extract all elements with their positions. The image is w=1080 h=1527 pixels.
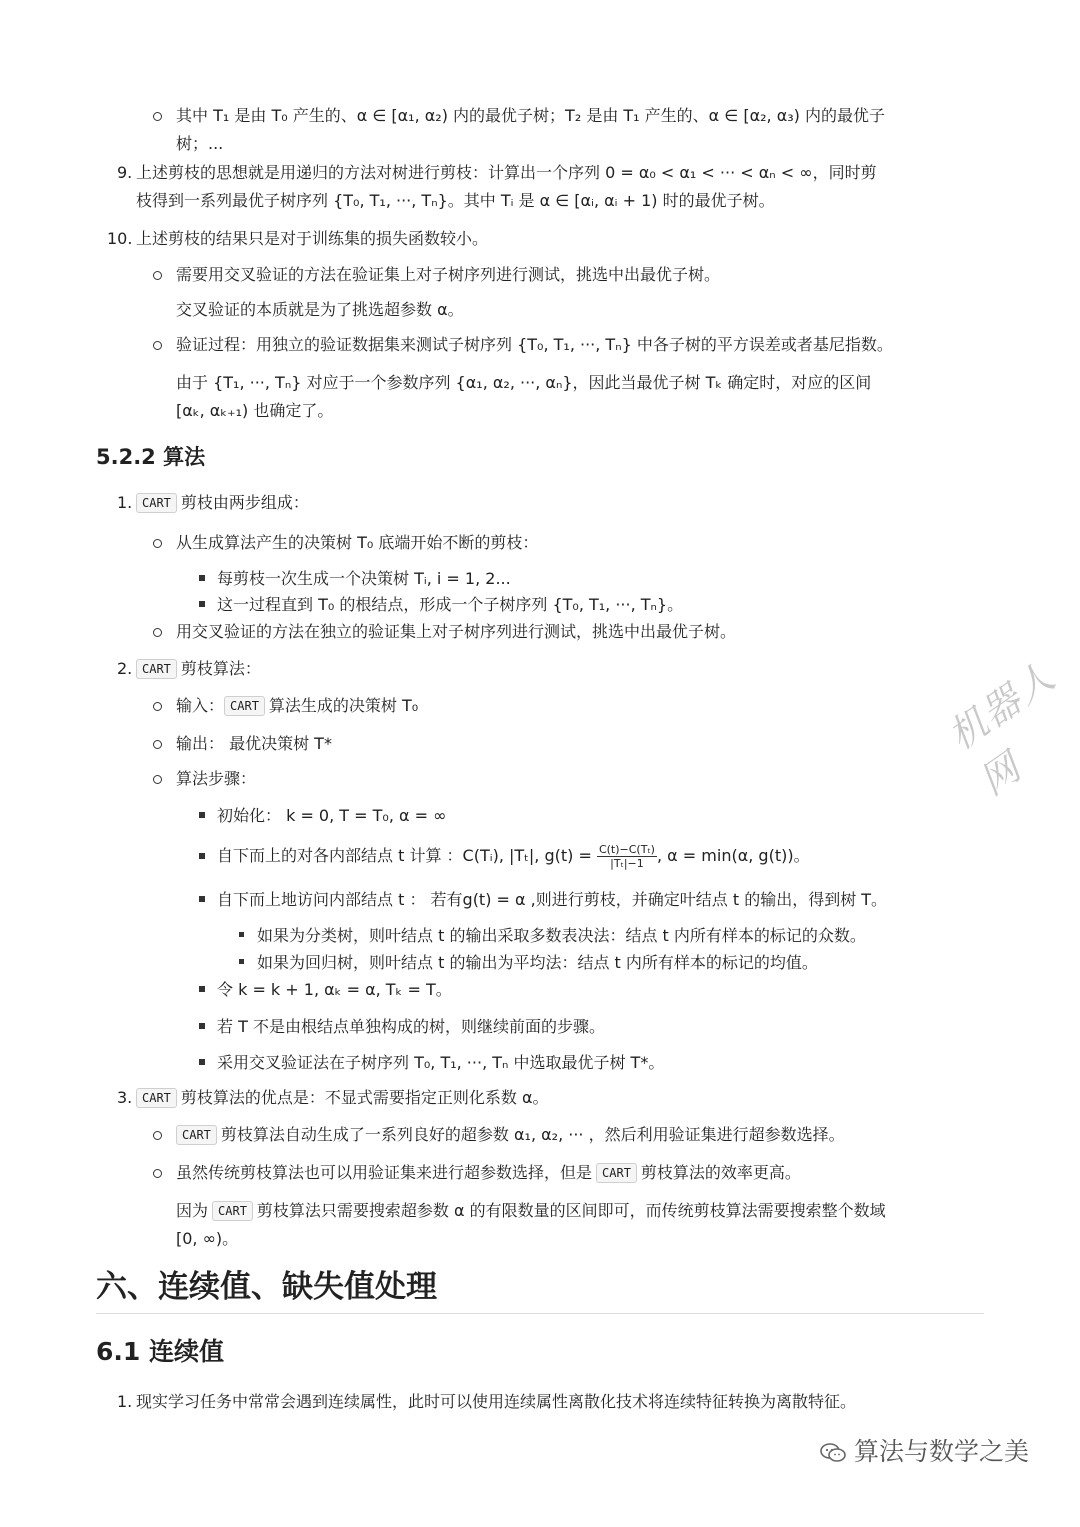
bullet-square: [239, 959, 244, 964]
bullet-text: 剪枝算法自动生成了一系列良好的超参数 α₁, α₂, ··· ，然后利用验证集进行超参数选择。: [220, 1125, 845, 1144]
list-number: 3.: [117, 1088, 133, 1107]
note-text: 由于 {T₁, ···, Tₙ} 对应于一个参数序列 {α₁, α₂, ···, αₙ}，因此当最优子树 Tₖ 确定时，对应的区间: [176, 373, 872, 392]
bullet-circle: [153, 1131, 162, 1140]
fraction: [597, 843, 657, 870]
bullet-square: [239, 932, 244, 937]
list-item-text-continued: 枝得到一系列最优子树序列 {T₀, T₁, ···, Tₙ}。其中 Tᵢ 是 α ∈ [αᵢ, αᵢ + 1) 时的最优子树。: [136, 191, 775, 210]
list-item-text: 上述剪枝的思想就是用递归的方法对树进行剪枝：计算出一个序列 0 = α₀ < α₁ < ··· < αₙ < ∞，同时剪: [136, 163, 877, 182]
bullet-square: [199, 575, 205, 581]
list-number: 1.: [117, 1392, 133, 1411]
bullet-circle: [153, 775, 162, 784]
bullet-circle: [153, 702, 162, 711]
list-item-text: 上述剪枝的结果只是对于训练集的损失函数较小。: [136, 229, 489, 248]
list-item-text: 剪枝算法的优点是：不显式需要指定正则化系数 α。: [180, 1088, 549, 1107]
bullet-text: 输出： 最优决策树 T*: [176, 734, 332, 753]
list-item-text: 现实学习任务中常常会遇到连续属性，此时可以使用连续属性离散化技术将连续特征转换为离散特征。: [136, 1392, 857, 1411]
bullet-item: [176, 1124, 845, 1146]
list-item-text: 剪枝算法：: [180, 659, 261, 678]
sub-step-text: 如果为分类树，则叶结点 t 的输出采取多数表决法：结点 t 内所有样本的标记的众数。: [257, 926, 866, 945]
inline-code: CART: [176, 1125, 217, 1145]
bullet-square: [199, 1023, 205, 1029]
bullet-text-continued: 树；...: [176, 134, 224, 153]
step-text: 初始化： k = 0, T = T₀, α = ∞: [217, 806, 447, 825]
brand-footer: [820, 1432, 1029, 1468]
bullet-input: [176, 695, 418, 717]
inline-code: CART: [136, 659, 177, 679]
bullet-square: [199, 853, 205, 859]
bullet-circle: [153, 628, 162, 637]
sub-bullet-text: 每剪枝一次生成一个决策树 Tᵢ, i = 1, 2...: [217, 569, 511, 588]
list-number: 9.: [117, 163, 133, 182]
input-text: 算法生成的决策树 T₀: [268, 696, 419, 715]
note-text: 交叉验证的本质就是为了挑选超参数 α。: [176, 300, 464, 319]
bullet-square: [199, 1059, 205, 1065]
inline-code: CART: [136, 493, 177, 513]
bullet-circle: [153, 1169, 162, 1178]
bullet-item: [176, 1162, 801, 1184]
bullet-text: 验证过程：用独立的验证数据集来测试子树序列 {T₀, T₁, ···, Tₙ} 中各子树的平方误差或者基尼指数。: [176, 335, 893, 354]
list-number: 2.: [117, 659, 133, 678]
bullet-text: 算法步骤：: [176, 769, 257, 788]
brand-name: 算法与数学之美: [854, 1437, 1030, 1466]
note-text-continued: [0, ∞)。: [176, 1229, 239, 1248]
formula-text: 自下而上的对各内部结点 t 计算 ：C(Tᵢ), |Tₜ|, g(t) =: [217, 846, 592, 865]
bullet-text: 剪枝算法的效率更高。: [640, 1163, 801, 1182]
bullet-text: 虽然传统剪枝算法也可以用验证集来进行超参数选择，但是: [176, 1163, 593, 1182]
list-item-text: 剪枝由两步组成：: [180, 493, 309, 512]
bullet-circle: [153, 539, 162, 548]
wechat-icon: [820, 1440, 846, 1460]
sub-step-text: 如果为回归树，则叶结点 t 的输出为平均法：结点 t 内所有样本的标记的均值。: [257, 953, 818, 972]
list-number: 1.: [117, 493, 133, 512]
note-text: 因为: [176, 1201, 209, 1220]
list-item: [136, 492, 309, 514]
note-text: 剪枝算法只需要搜索超参数 α 的有限数量的区间即可，而传统剪枝算法需要搜索整个数域: [256, 1201, 886, 1220]
bullet-circle: [153, 740, 162, 749]
list-item: [136, 1087, 549, 1109]
list-number: 10.: [107, 229, 133, 248]
section-heading: 5.2.2 算法: [96, 445, 206, 469]
inline-code: CART: [224, 696, 265, 716]
bullet-text: 用交叉验证的方法在独立的验证集上对子树序列进行测试，挑选中出最优子树。: [176, 622, 737, 641]
bullet-circle: [153, 271, 162, 280]
bullet-square: [199, 986, 205, 992]
subsection-heading: 6.1 连续值: [96, 1337, 224, 1366]
step-text: 采用交叉验证法在子树序列 T₀, T₁, ···, Tₙ 中选取最优子树 T*。: [217, 1053, 665, 1072]
note-text-continued: [αₖ, αₖ₊₁) 也确定了。: [176, 401, 334, 420]
step-text: 令 k = k + 1, αₖ = α, Tₖ = T。: [217, 980, 452, 999]
chapter-heading: 六、连续值、缺失值处理: [96, 1269, 437, 1305]
bullet-circle: [153, 112, 162, 121]
inline-code: CART: [596, 1163, 637, 1183]
inline-code: CART: [212, 1201, 253, 1221]
bullet-text: 其中 T₁ 是由 T₀ 产生的、α ∈ [α₁, α₂) 内的最优子树；T₂ 是由 T₁ 产生的、α ∈ [α₂, α₃) 内的最优子: [176, 106, 885, 125]
bullet-circle: [153, 341, 162, 350]
bullet-square: [199, 896, 205, 902]
input-label: 输入：: [176, 696, 225, 715]
note-item: [176, 1200, 886, 1222]
bullet-square: [199, 601, 205, 607]
step-text: 若 T 不是由根结点单独构成的树，则继续前面的步骤。: [217, 1017, 605, 1036]
watermark-text: 机器人网: [940, 653, 1064, 804]
list-item: [136, 658, 261, 680]
step-text: 自下而上地访问内部结点 t ： 若有g(t) = α ,则进行剪枝，并确定叶结点 t 的输出，得到树 T。: [217, 890, 888, 909]
fraction-denominator: |Tₜ|−1: [610, 857, 644, 870]
formula-text: , α = min(α, g(t))。: [656, 846, 810, 865]
inline-code: CART: [136, 1088, 177, 1108]
step-formula: [217, 841, 810, 871]
sub-bullet-text: 这一过程直到 T₀ 的根结点，形成一个子树序列 {T₀, T₁, ···, Tₙ}。: [217, 595, 684, 614]
bullet-text: 需要用交叉验证的方法在验证集上对子树序列进行测试，挑选中出最优子树。: [176, 265, 721, 284]
bullet-text: 从生成算法产生的决策树 T₀ 底端开始不断的剪枝：: [176, 533, 539, 552]
fraction-numerator: C(t)−C(Tₜ): [598, 843, 655, 856]
bullet-square: [199, 812, 205, 818]
heading-divider: [96, 1313, 984, 1314]
